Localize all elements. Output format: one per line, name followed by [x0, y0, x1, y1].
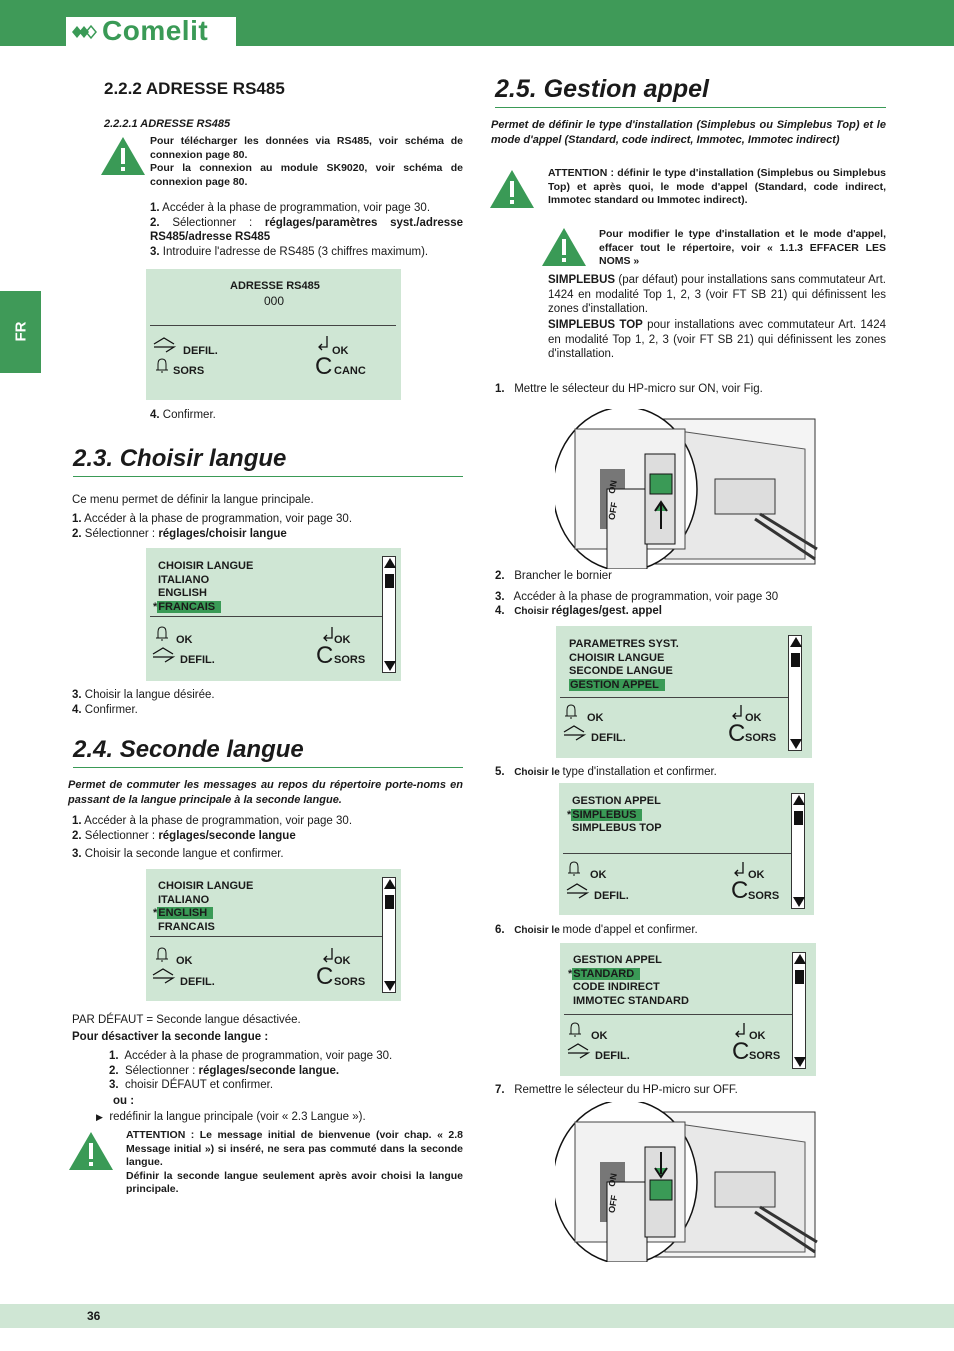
- lcd-sors-label: SORS: [173, 365, 205, 377]
- cancel-c-icon: C: [316, 963, 334, 990]
- step: 2. Brancher le bornier: [495, 570, 612, 582]
- seconde-langue-steps: [72, 814, 352, 862]
- lcd-ok-label: OK: [591, 1030, 608, 1042]
- lcd-lines: [567, 795, 662, 836]
- bullet-item: ▶ redéfinir la langue principale (voir « 2.3 Langue »).: [96, 1111, 366, 1123]
- lcd-line: CHOISIR LANGUE: [158, 560, 254, 572]
- figure-on-label: ON: [606, 479, 619, 495]
- enter-icon: [732, 861, 746, 877]
- lcd-line: ENGLISH: [158, 587, 207, 599]
- bell-icon: [155, 626, 169, 642]
- lcd-canc-label: CANC: [334, 365, 366, 377]
- hp-micro-selector-off-figure: [555, 1102, 823, 1262]
- simplebus-desc: SIMPLEBUS (par défaut) pour installations sans commutateur Art. 1424 en modalité Top 1, 2, 3 (voir FT SB 21) qui définissent les zones d'installation.: [548, 274, 886, 315]
- lcd-scrollbar: [788, 635, 802, 751]
- lcd-title: ADRESSE RS485: [230, 280, 320, 292]
- lcd-line: FRANCAIS: [158, 920, 215, 933]
- step: 3. Choisir la seconde langue et confirmer.: [72, 848, 284, 860]
- lcd-defil-label: DEFIL.: [180, 976, 215, 988]
- warning-icon: [541, 227, 587, 267]
- scroll-arrows-icon: [149, 968, 177, 984]
- rs485-warning-text-1: Pour télécharger les données via RS485, voir schéma de connexion page 80.: [150, 135, 463, 161]
- lcd-adresse-rs485: [146, 269, 401, 400]
- step: 3. Accéder à la phase de programmation, voir page 30: [495, 590, 779, 603]
- device-illustration-icon: [555, 1102, 823, 1262]
- device-illustration-icon: [555, 409, 823, 569]
- section-24-intro: Permet de commuter les messages au repos du répertoire porte-noms en passant de la langue principale à la seconde langue.: [68, 779, 463, 806]
- lcd-ok-label: OK: [587, 712, 604, 724]
- warning-icon: [489, 169, 535, 209]
- lcd-defil-label: DEFIL.: [595, 1050, 630, 1062]
- step: 7. Remettre le sélecteur du HP-micro sur OFF.: [495, 1084, 738, 1096]
- lcd-lines: [568, 954, 689, 1008]
- lcd-scrollbar: [382, 877, 396, 993]
- enter-icon: [316, 335, 330, 351]
- lcd-defil-label: DEFIL.: [180, 654, 215, 666]
- bell-icon: [568, 1022, 582, 1038]
- lcd-ok-label: OK: [176, 955, 193, 967]
- gestion-warning-1: ATTENTION : définir le type d'installation (Simplebus ou Simplebus Top) et après quoi, le mode d'appel (Standard, code indirect, Immotec standard ou Immotec indirect).: [548, 167, 886, 206]
- lcd-ok-label: OK: [176, 634, 193, 646]
- section-24-title: 2.4. Seconde langue: [73, 736, 463, 768]
- brand-logo: [66, 17, 236, 46]
- section-23-intro: Ce menu permet de définir la langue principale.: [72, 494, 314, 506]
- brand-name: Comelit: [102, 15, 209, 46]
- warning-icon: [100, 136, 146, 176]
- lcd-line: IMMOTEC STANDARD: [573, 994, 689, 1007]
- lcd-line-selected: *STANDARD: [568, 968, 689, 982]
- lcd-ok-label: OK: [334, 634, 351, 646]
- lcd-sors-label: SORS: [334, 976, 366, 988]
- step: 4. Confirmer.: [150, 409, 216, 421]
- gestion-warning-2: Pour modifier le type d'installation et le mode d'appel, effacer tout le répertoire, voir « 1.1.3 EFFACER LES NOMS »: [599, 228, 886, 267]
- figure-off-label: OFF: [606, 501, 620, 521]
- scroll-arrows-icon: [560, 725, 588, 741]
- step: 2. Sélectionner : réglages/paramètres syst./adresse RS485/adresse RS485: [150, 216, 463, 243]
- lcd-sors-label: SORS: [748, 890, 780, 902]
- lcd-separator: [150, 936, 392, 937]
- enter-icon: [321, 626, 335, 642]
- rs485-warning: [150, 135, 463, 189]
- step: 1. Accéder à la phase de programmation, voir page 30.: [72, 815, 353, 827]
- page-number: 36: [87, 1309, 101, 1323]
- triangle-bullet-icon: ▶: [96, 1112, 103, 1122]
- lcd-lines: [153, 560, 254, 614]
- step: 3. choisir DÉFAUT et confirmer.: [109, 1079, 274, 1091]
- warning-text-2: Définir la seconde langue seulement après avoir choisi la langue principale.: [126, 1169, 463, 1195]
- lcd-ok-label: OK: [748, 869, 765, 881]
- scroll-arrows-icon: [563, 883, 591, 899]
- lcd-scrollbar: [792, 952, 806, 1069]
- lcd-ok-label: OK: [745, 712, 762, 724]
- step: 1. Accéder à la phase de programmation, voir page 30.: [109, 1050, 393, 1062]
- step: 6. Choisir le mode d'appel et confirmer.: [495, 924, 698, 936]
- scroll-arrows-icon: [564, 1043, 592, 1059]
- lcd-line-selected: GESTION APPEL: [569, 679, 679, 693]
- lcd-line-selected: *SIMPLEBUS: [567, 809, 662, 823]
- bell-icon: [155, 358, 169, 374]
- bell-icon: [567, 861, 581, 877]
- lcd-separator: [150, 616, 392, 617]
- step: 1. Mettre le sélecteur du HP-micro sur ON, voir Fig.: [495, 383, 763, 395]
- scroll-arrows-icon: [152, 337, 176, 353]
- step: 1. Accéder à la phase de programmation, voir page 30.: [150, 202, 431, 214]
- rs485-warning-text-2: Pour la connexion au module SK9020, voir schéma de connexion page 80.: [150, 162, 463, 188]
- lcd-ok-label: OK: [749, 1030, 766, 1042]
- default-note: PAR DÉFAUT = Seconde langue désactivée.: [72, 1014, 301, 1026]
- lcd-lines: [569, 638, 679, 692]
- comelit-logo-icon: [70, 23, 98, 41]
- seconde-langue-warning: [126, 1129, 463, 1197]
- gestion-steps-2-4: [495, 569, 778, 620]
- cancel-c-icon: C: [315, 353, 333, 380]
- cancel-c-icon: C: [728, 720, 746, 747]
- step: 4. Choisir réglages/gest. appel: [495, 605, 662, 617]
- step: 5. Choisir le type d'installation et confirmer.: [495, 766, 717, 778]
- lcd-scrollbar: [791, 793, 805, 909]
- bell-icon: [564, 704, 578, 720]
- simplebus-top-desc: SIMPLEBUS TOP pour installations avec commutateur Art. 1424 en modalité Top 1, 2, 3 (voir FT SB 21) qui définissent les zones d'installation.: [548, 319, 886, 360]
- deactivate-title: Pour désactiver la seconde langue :: [72, 1031, 269, 1043]
- lcd-separator: [563, 853, 791, 854]
- scroll-arrows-icon: [149, 647, 177, 663]
- lcd-separator: [564, 1014, 792, 1015]
- lcd-line: CHOISIR LANGUE: [158, 880, 254, 892]
- lcd-line: SECONDE LANGUE: [569, 665, 673, 677]
- lcd-sors-label: SORS: [334, 654, 366, 666]
- enter-icon: [733, 1022, 747, 1038]
- lcd-seconde-langue: [146, 869, 401, 1001]
- figure-on-label: ON: [606, 1172, 619, 1188]
- lcd-sors-label: SORS: [745, 732, 777, 744]
- enter-icon: [321, 947, 335, 963]
- section-2221-subtitle: 2.2.2.1 ADRESSE RS485: [104, 118, 231, 130]
- step: 2. Sélectionner : réglages/seconde langue.: [109, 1064, 340, 1077]
- section-23-title: 2.3. Choisir langue: [73, 445, 463, 477]
- lcd-line: ITALIANO: [158, 893, 210, 906]
- step: 2. Sélectionner : réglages/choisir langue: [72, 527, 287, 540]
- lcd-ok-label: OK: [334, 955, 351, 967]
- warning-icon: [68, 1131, 114, 1171]
- step: 3. Choisir la langue désirée.: [72, 689, 215, 701]
- lcd-sors-label: SORS: [749, 1050, 781, 1062]
- lcd-separator: [560, 697, 788, 698]
- lcd-defil-label: DEFIL.: [183, 345, 218, 357]
- language-tab-label: FR: [12, 321, 30, 342]
- lcd-ok-label: OK: [590, 869, 607, 881]
- lcd-line: GESTION APPEL: [572, 795, 661, 807]
- choisir-langue-steps: [72, 512, 352, 541]
- cancel-c-icon: C: [732, 1038, 750, 1065]
- lcd-parametres-syst: [556, 626, 812, 758]
- lcd-line: ITALIANO: [158, 573, 210, 586]
- enter-icon: [730, 704, 744, 720]
- lcd-line: GESTION APPEL: [573, 954, 662, 966]
- lcd-separator: [150, 325, 396, 326]
- lcd-ok-label: OK: [332, 345, 349, 357]
- cancel-c-icon: C: [731, 877, 749, 904]
- rs485-steps: [150, 201, 463, 259]
- or-label: ou :: [113, 1095, 135, 1107]
- section-25-intro: Permet de définir le type d'installation (Simplebus ou Simplebus Top) et le mode d'appel (Standard, code indirect, Immotec, Immotec indirect): [491, 119, 886, 146]
- lcd-line: PARAMETRES SYST.: [569, 638, 679, 650]
- language-tab: [0, 291, 41, 373]
- cancel-c-icon: C: [316, 642, 334, 669]
- deactivate-steps: [109, 1049, 392, 1093]
- figure-off-label: OFF: [606, 1194, 620, 1214]
- lcd-line: CHOISIR LANGUE: [569, 651, 665, 664]
- bell-icon: [155, 947, 169, 963]
- step: 2. Sélectionner : réglages/seconde langue: [72, 829, 296, 842]
- lcd-choisir-langue: [146, 548, 401, 681]
- lcd-line: CODE INDIRECT: [573, 981, 660, 993]
- lcd-defil-label: DEFIL.: [591, 732, 626, 744]
- step: 1. Accéder à la phase de programmation, voir page 30.: [72, 513, 353, 525]
- lcd-line: SIMPLEBUS TOP: [572, 822, 662, 834]
- lcd-value: 000: [264, 294, 285, 308]
- hp-micro-selector-on-figure: [555, 409, 823, 569]
- step: 4. Confirmer.: [72, 703, 138, 716]
- section-222-title: 2.2.2 ADRESSE RS485: [104, 79, 285, 98]
- lcd-gestion-appel-type: [559, 783, 814, 915]
- step: 3. Introduire l'adresse de RS485 (3 chiffres maximum).: [150, 245, 429, 258]
- lcd-line-selected: *ENGLISH: [153, 907, 253, 921]
- warning-text-1: ATTENTION : Le message initial de bienvenue (voir chap. « 2.8 Message initial ») si inséré, ne sera pas commuté dans la seconde langue.: [126, 1129, 463, 1168]
- lcd-lines: [153, 880, 254, 934]
- lcd-gestion-appel-mode: [560, 943, 816, 1076]
- section-25-title: 2.5. Gestion appel: [495, 75, 886, 108]
- lcd-defil-label: DEFIL.: [594, 890, 629, 902]
- choisir-langue-steps-2: [72, 688, 215, 717]
- lcd-line-selected: *FRANCAIS: [153, 601, 253, 615]
- lcd-scrollbar: [382, 556, 396, 673]
- footer-bar: [0, 1304, 954, 1328]
